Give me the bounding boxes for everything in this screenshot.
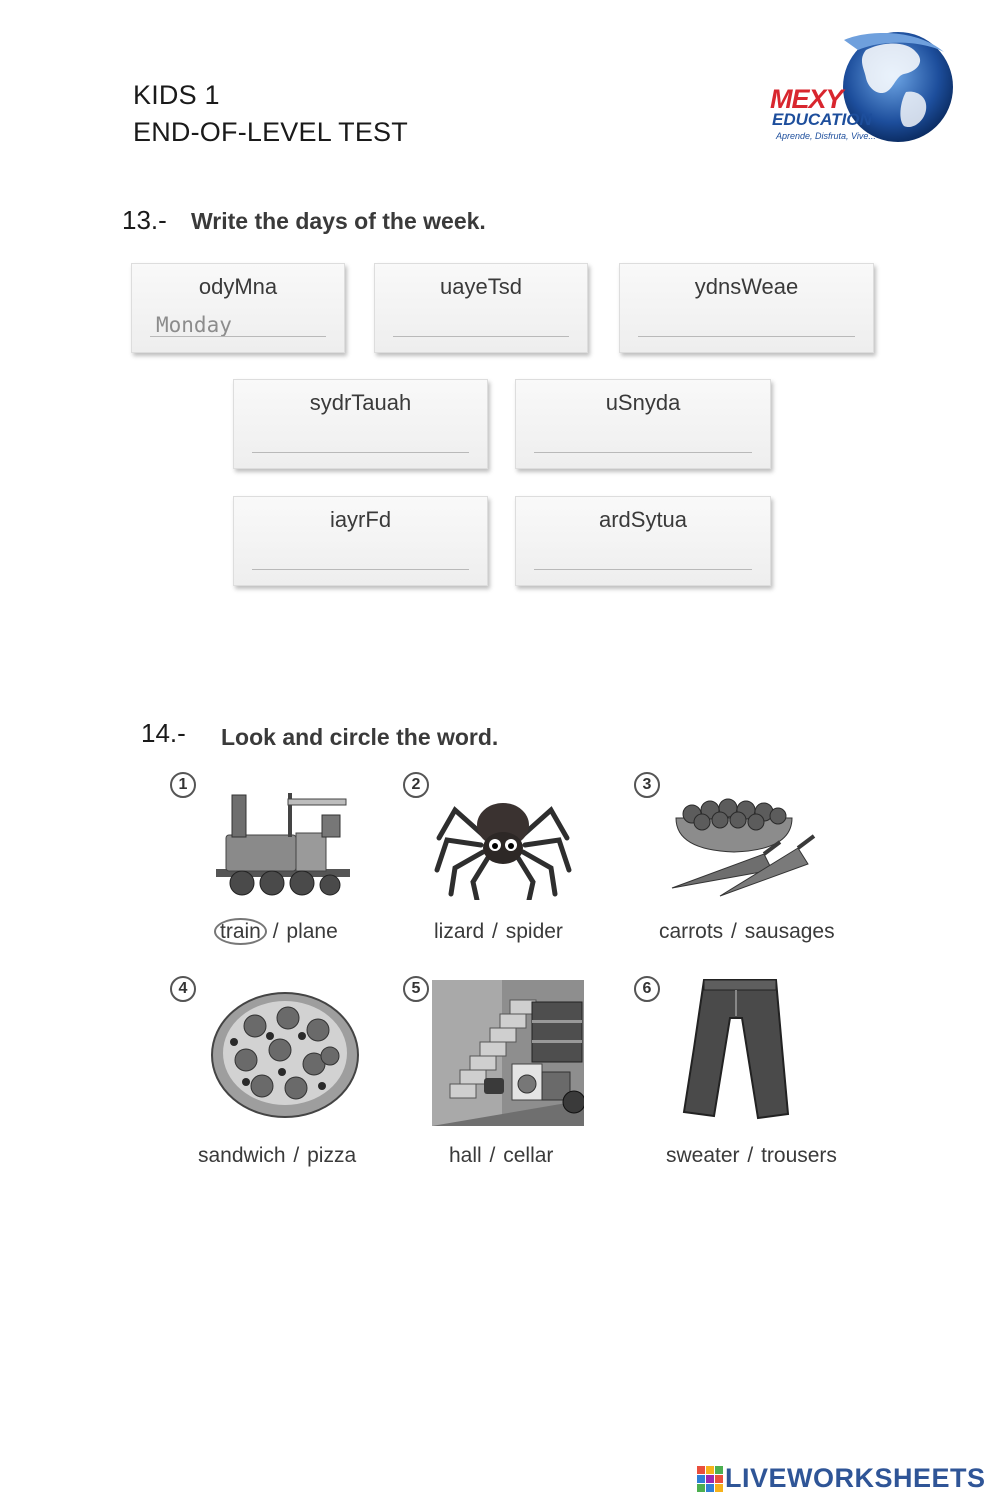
option-carrots[interactable]: carrots [659, 920, 724, 943]
item-number-4: 4 [170, 976, 196, 1002]
scrambled-word: uayeTsd [440, 274, 522, 299]
day-card-7 [515, 496, 771, 586]
train-picture [212, 785, 352, 900]
item-4-options [196, 1144, 358, 1168]
day-card-1 [131, 263, 345, 353]
day-answer-input[interactable] [393, 314, 569, 337]
item-5-options [447, 1144, 555, 1168]
pizza-picture [210, 990, 360, 1120]
scrambled-word: ydnsWeae [694, 274, 799, 299]
day-card-5 [515, 379, 771, 469]
question-14-instruction: Look and circle the word. [221, 724, 499, 750]
day-answer-input[interactable] [150, 314, 326, 337]
scrambled-word: iayrFd [329, 507, 392, 532]
item-3-options [657, 920, 837, 944]
scrambled-word: uSnyda [605, 390, 681, 415]
separator: / [731, 920, 737, 943]
separator: / [272, 920, 279, 943]
option-trousers[interactable]: trousers [761, 1144, 837, 1167]
option-spider[interactable]: spider [505, 920, 563, 943]
question-14-number: 14.- [141, 718, 186, 748]
option-sausages[interactable]: sausages [744, 920, 835, 943]
test-title: END-OF-LEVEL TEST [133, 117, 408, 147]
logo-brand-top: MEXY [770, 84, 843, 114]
option-train[interactable]: train [214, 918, 267, 945]
cellar-picture [432, 980, 584, 1126]
logo-brand-bottom: EDUCATION [772, 110, 872, 129]
logo-tagline: Aprende, Disfruta, Vive... [776, 131, 876, 141]
option-sandwich[interactable]: sandwich [198, 1144, 286, 1167]
separator: / [747, 1144, 754, 1167]
day-card-2 [374, 263, 588, 353]
option-sweater[interactable]: sweater [666, 1144, 740, 1167]
day-answer-input[interactable] [638, 314, 855, 337]
day-card-4 [233, 379, 488, 469]
liveworksheets-text: LIVEWORKSHEETS [725, 1463, 986, 1493]
level-title: KIDS 1 [133, 80, 220, 110]
item-number-2: 2 [403, 772, 429, 798]
item-number-5: 5 [403, 976, 429, 1002]
trousers-picture [680, 978, 790, 1120]
option-hall[interactable]: hall [449, 1144, 482, 1167]
scrambled-word: sydrTauah [309, 390, 412, 415]
option-lizard[interactable]: lizard [434, 920, 485, 943]
scrambled-word: odyMna [198, 274, 278, 299]
item-2-options [432, 920, 565, 944]
day-card-3 [619, 263, 874, 353]
separator: / [293, 1144, 300, 1167]
day-answer-input[interactable] [534, 430, 752, 453]
spider-picture [433, 790, 573, 900]
item-number-6: 6 [634, 976, 660, 1002]
item-6-options [664, 1144, 839, 1168]
separator: / [492, 920, 498, 943]
question-13-instruction: Write the days of the week. [191, 208, 486, 234]
scrambled-word: ardSytua [598, 507, 688, 532]
option-cellar[interactable]: cellar [503, 1144, 554, 1167]
option-pizza[interactable]: pizza [307, 1144, 357, 1167]
day-answer-input[interactable] [252, 547, 469, 570]
question-13-number: 13.- [122, 205, 167, 235]
day-answer-input[interactable] [534, 547, 752, 570]
mexy-education-logo [766, 30, 956, 150]
item-number-1: 1 [170, 772, 196, 798]
day-card-6 [233, 496, 488, 586]
item-number-3: 3 [634, 772, 660, 798]
item-1-options [214, 920, 340, 944]
option-plane[interactable]: plane [286, 920, 338, 943]
day-answer-input[interactable] [252, 430, 469, 453]
carrots-picture [668, 790, 818, 900]
liveworksheets-logo-icon [697, 1466, 723, 1492]
separator: / [489, 1144, 496, 1167]
